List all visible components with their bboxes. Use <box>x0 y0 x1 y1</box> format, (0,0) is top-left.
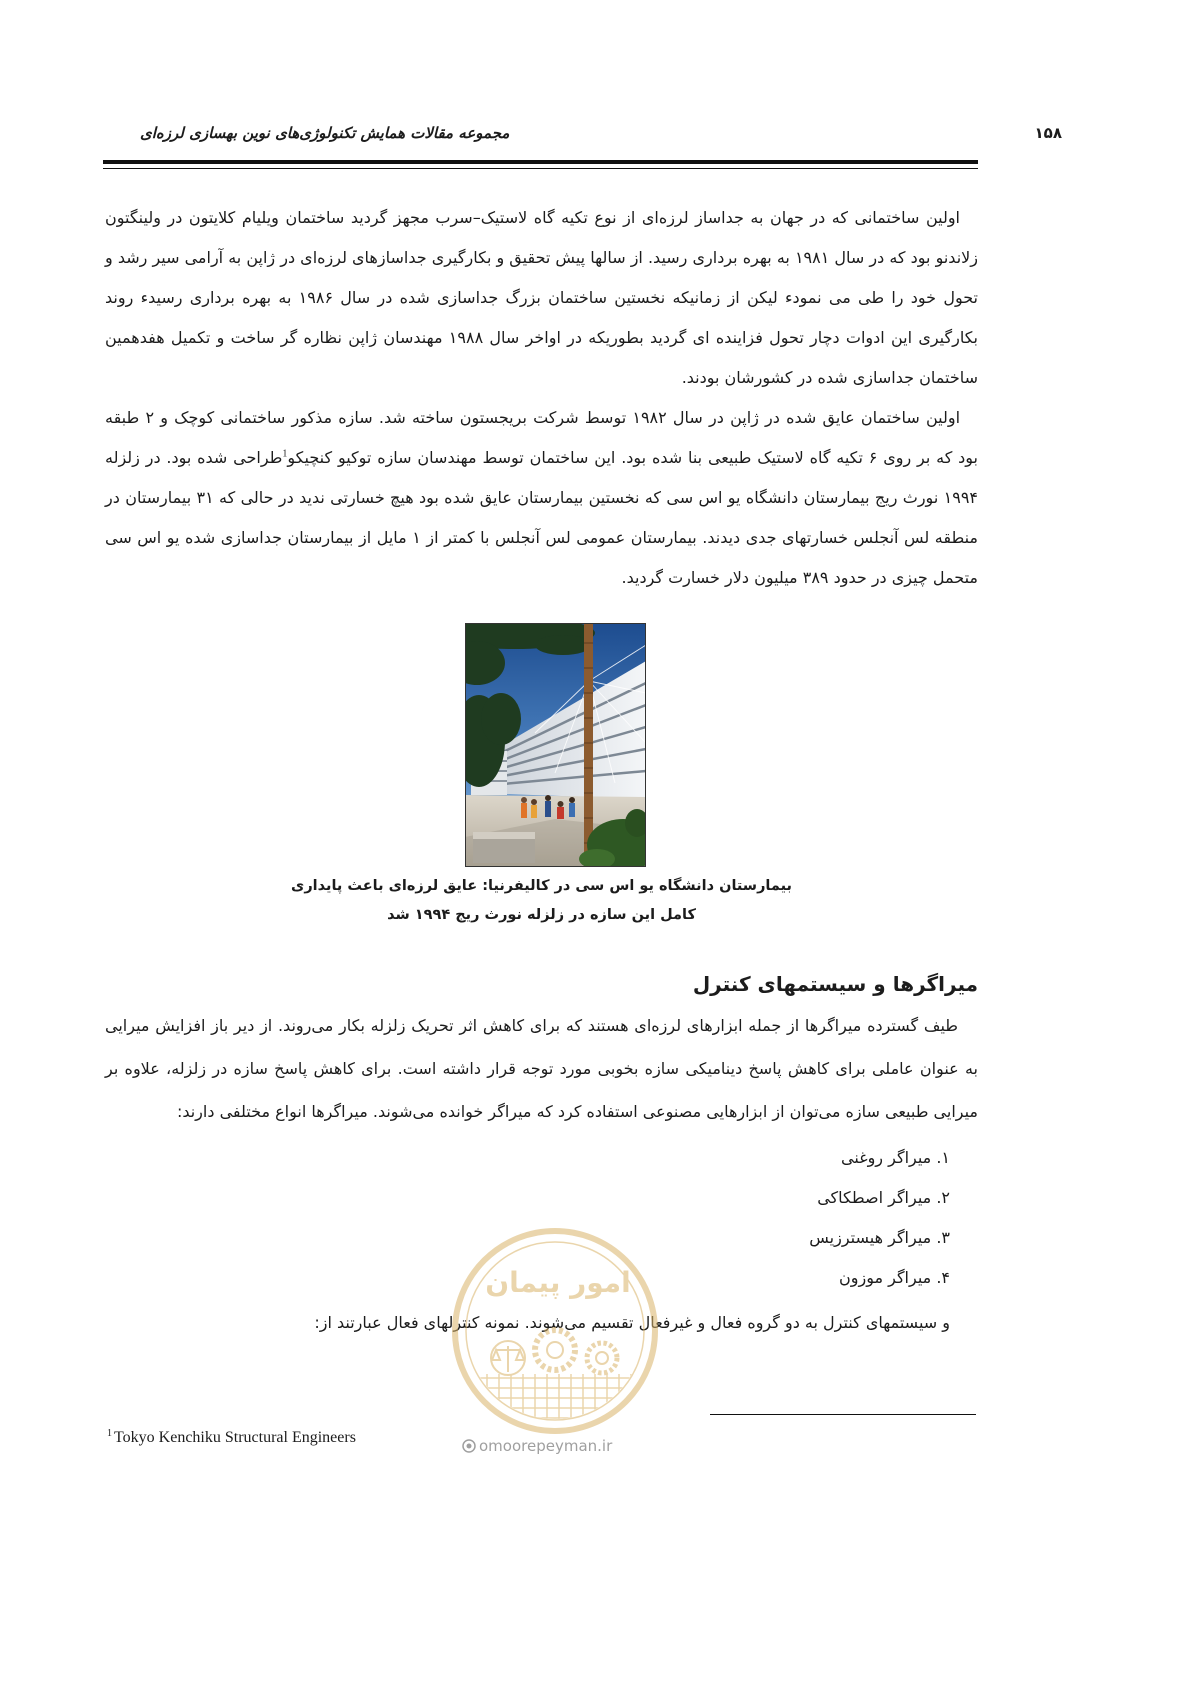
caption-line: کامل این سازه در زلزله نورث ریج ۱۹۹۴ شد <box>387 907 696 923</box>
palm-trunk <box>584 623 593 861</box>
gear-icon <box>587 1343 617 1373</box>
paragraph-first-isolated-building: اولین ساختمانی که در جهان به جداساز لرزه‌ای از نوع تکیه گاه لاستیک–سرب مجهز گردید ساختمان ویلیام کلایتون در ولینگتون زلاندنو بود که در سال ۱۹۸۱ به بهره برداری رسید. از سالها پیش تحقیق و بکارگیری جداسازهای لرزه‌ای در ژاپن به آرامی سیر رشد و تحول خود را طی می نمودء لیکن از زمانیکه نخستین ساختمان بزرگ جداسازی شده در سال ۱۹۸۶ به بهره برداری رسیدء روند بکارگیری این ادوات دچار تحول فزاینده ای گردید بطوریکه در اواخر سال ۱۹۸۸ مهندسان ژاپن نظاره گر ساخت و تکمیل هفدهمین ساختمان جداسازی شده در کشورشان بودند. <box>105 208 979 387</box>
watermark-logo-icon <box>462 1439 476 1453</box>
closing-line: و سیستمهای کنترل به دو گروه فعال و غیرفعال تقسیم می‌شوند. نمونه کنترلهای فعال عبارتند از: <box>314 1313 950 1332</box>
figure-caption <box>105 872 978 930</box>
footnote-reference: 1 <box>282 448 288 460</box>
caption-line: بیمارستان دانشگاه یو اس سی در کالیفرنیا: عایق لرزه‌ای باعث پایداری <box>291 878 792 894</box>
watermark-site-text: omoorepeyman.ir <box>479 1437 613 1455</box>
list-item: ۳. میراگر هیسترزیس <box>809 1228 950 1247</box>
paragraph-text-part: اولین ساختمان عایق شده در ژاپن در سال ۱۹۸۲ توسط شرکت بریجستون ساخته شد. سازه مذکور ساختمانی کوچک و ۲ طبقه بود که بر روی ۶ تکیه گاه لاستیک طبیعی بنا شده بود. این ساختمان توسط مهندسان سازه توکیو کنچیکو <box>105 408 978 467</box>
hospital-photo <box>465 623 646 867</box>
damper-types-list <box>105 1138 978 1298</box>
paragraph-dampers: طیف گسترده میراگرها از جمله ابزارهای لرزه‌ای هستند که برای کاهش اثر تحریک زلزله بکار می‌روند. از دیر باز افزایش میرایی به عنوان عاملی برای کاهش پاسخ دینامیکی سازه بخوبی مورد توجه قرار داشته است. برای کاهش پاسخ سازه در زلزله، علاوه بر میرایی طبیعی سازه می‌توان از ابزارهایی مصنوعی استفاده کرد که میراگر خوانده می‌شوند. میراگرها انواع مختلفی دارند: <box>105 1016 978 1121</box>
section-heading: میراگرها و سیستمهای کنترل <box>692 972 978 996</box>
footnote-text: Tokyo Kenchiku Structural Engineers <box>114 1429 356 1446</box>
scales-icon <box>491 1341 525 1375</box>
figure-hospital-photo <box>465 623 646 867</box>
footnote-rule <box>710 1414 976 1415</box>
footnote <box>107 1427 356 1449</box>
footnote-mark: 1 <box>107 1427 112 1439</box>
main-text-column <box>105 198 978 1343</box>
paragraph-text-part: طراحی شده بود. در زلزله ۱۹۹۴ نورث ریج بیمارستان دانشگاه یو اس سی که نخستین بیمارستان عایق شده بود هیچ خسارتی ندید در حالی که ۳۱ بیمارستان در منطقه لس آنجلس خسارتهای جدی دیدند. بیمارستان عمومی لس آنجلس با کمتر از ۱ مایل از بیمارستان جداسازی شده یو اس سی متحمل چیزی در حدود ۳۸۹ میلیون دلار خسارت گردید. <box>105 448 978 587</box>
watermark-site <box>462 1436 612 1456</box>
paragraph-japan-isolation <box>105 398 978 598</box>
list-item: ۴. میراگر موزون <box>838 1268 950 1287</box>
page-number: ۱۵۸ <box>1034 124 1062 142</box>
watermark-seal-text: امور پیمان <box>485 1266 631 1299</box>
list-item: ۲. میراگر اصطکاکی <box>817 1188 950 1207</box>
list-item: ۱. میراگر روغنی <box>841 1148 950 1167</box>
proceedings-title: مجموعه مقالات همایش تکنولوژی‌های نوین بهسازی لرزه‌ای <box>140 124 510 142</box>
concrete-bench <box>473 832 535 863</box>
seal-grid-pattern <box>460 1374 650 1426</box>
header-rule-thin <box>103 168 978 169</box>
header-rule-thick <box>103 160 978 164</box>
